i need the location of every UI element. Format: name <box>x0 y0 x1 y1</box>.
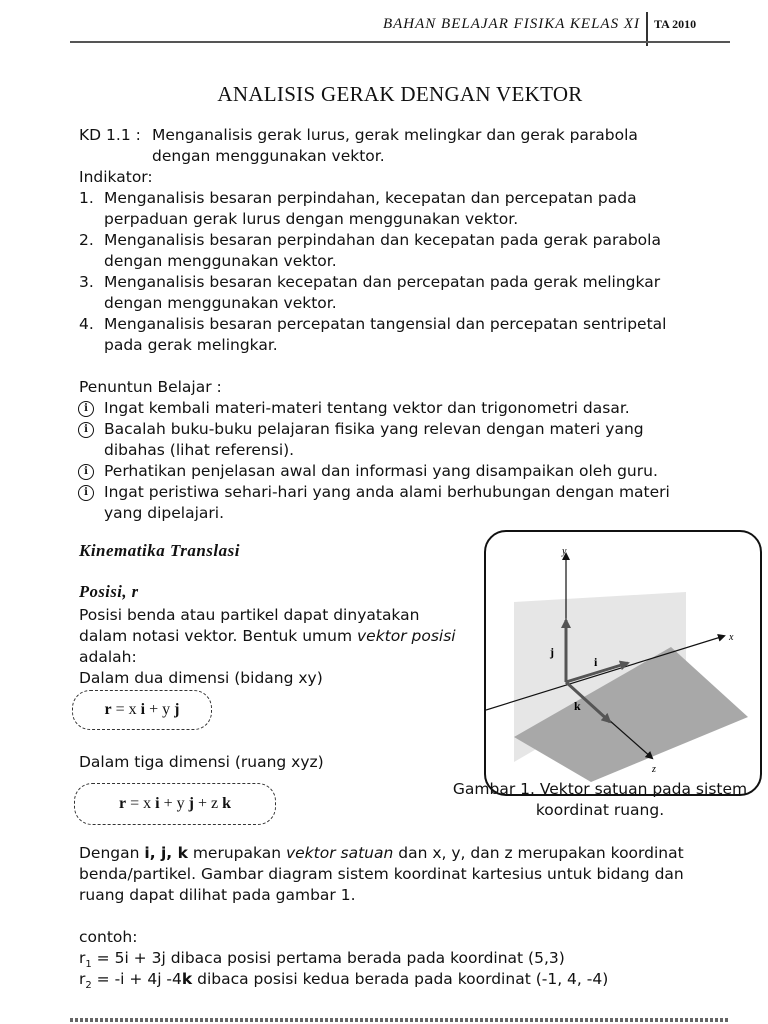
x-label: x <box>729 632 734 643</box>
eq-j: j <box>174 701 180 718</box>
eq-text: + z <box>193 795 223 812</box>
penuntun-item-2-line-2: dibahas (lihat referensi). <box>104 441 295 459</box>
eq-k: k <box>222 795 231 812</box>
y-label: y <box>562 546 567 557</box>
posisi-line-3: adalah: <box>79 648 137 666</box>
info-circle-icon: i <box>78 485 94 501</box>
eq-text: + y <box>159 795 189 812</box>
r1-var: r <box>79 949 86 967</box>
penuntun-item-2-line-1: Bacalah buku-buku pelajaran fisika yang relevan dengan materi yang <box>104 420 644 438</box>
dengan-text: dan x, y, dan z merupakan koordinat <box>393 844 684 862</box>
kd-line-2: dengan menggunakan vektor. <box>152 147 385 165</box>
posisi-line-1: Posisi benda atau partikel dapat dinyatakan <box>79 606 420 624</box>
i-label: i <box>594 655 598 669</box>
r1-text: = 5i + 3j dibaca posisi pertama berada pada koordinat (5,3) <box>91 949 565 967</box>
indikator-item-1-line-2: perpaduan gerak lurus dengan menggunakan vektor. <box>104 210 519 228</box>
r2-sub: 2 <box>85 980 92 992</box>
indikator-item-1-line-1: Menganalisis besaran perpindahan, kecepatan dan percepatan pada <box>104 189 637 207</box>
penuntun-heading: Penuntun Belajar : <box>79 378 222 396</box>
info-circle-icon: i <box>78 422 94 438</box>
contoh-heading: contoh: <box>79 928 138 946</box>
eq-i: i <box>140 701 146 718</box>
page-title: ANALISIS GERAK DENGAN VEKTOR <box>217 82 583 106</box>
header-title: BAHAN BELAJAR FISIKA KELAS XI <box>382 16 640 32</box>
penuntun-item-4-line-2: yang dipelajari. <box>104 504 224 522</box>
coordinate-system-diagram <box>486 532 760 794</box>
r1-sub: 1 <box>85 959 92 971</box>
eq-text: = x <box>126 795 156 812</box>
eq-text: = x <box>111 701 141 718</box>
indikator-item-2-line-1: Menganalisis besaran perpindahan dan kecepatan pada gerak parabola <box>104 231 661 249</box>
figure-caption-line-1: Gambar 1. Vektor satuan pada sistem <box>452 780 748 798</box>
info-circle-icon: i <box>78 464 94 480</box>
k-label: k <box>574 699 581 713</box>
posisi-emphasis: vektor posisi <box>356 627 456 645</box>
r2-k: k <box>181 970 193 988</box>
kinematika-heading: Kinematika Translasi <box>79 541 240 560</box>
figure-caption-line-2: koordinat ruang. <box>535 801 665 819</box>
indikator-item-4-line-1: Menganalisis besaran percepatan tangensial dan percepatan sentripetal <box>104 315 667 333</box>
contoh-r2 <box>79 969 608 996</box>
j-label: j <box>550 645 554 659</box>
eq-r: r <box>104 701 112 718</box>
header-year: TA 2010 <box>654 17 697 31</box>
dengan-line-3: ruang dapat dilihat pada gambar 1. <box>79 886 356 904</box>
penuntun-item-3-line-1: Perhatikan penjelasan awal dan informasi yang disampaikan oleh guru. <box>104 462 658 480</box>
penuntun-item-4-line-1: Ingat peristiwa sehari-hari yang anda alami berhubungan dengan materi <box>104 483 670 501</box>
dengan-text: Dengan <box>79 844 145 862</box>
dengan-line-1 <box>79 843 684 864</box>
indikator-number: 1. <box>79 189 94 207</box>
info-circle-icon: i <box>78 401 94 417</box>
indikator-heading: Indikator: <box>79 168 153 186</box>
eq-j: j <box>188 795 194 812</box>
indikator-number: 3. <box>79 273 94 291</box>
eq-text: + y <box>145 701 175 718</box>
z-label: z <box>652 764 656 775</box>
coordinate-figure <box>484 530 762 796</box>
indikator-number: 4. <box>79 315 94 333</box>
equation-3d <box>74 783 276 825</box>
r2-var: r <box>79 970 86 988</box>
unit-vectors-bold: i, j, k <box>144 844 188 862</box>
header-rule <box>70 41 730 43</box>
vektor-satuan-emphasis: vektor satuan <box>285 844 394 862</box>
eq-i: i <box>155 795 160 812</box>
equation-2d <box>72 690 212 730</box>
r2-text: dibaca posisi kedua berada pada koordinat (-1, 4, -4) <box>192 970 609 988</box>
dengan-line-2: benda/partikel. Gambar diagram sistem koordinat kartesius untuk bidang dan <box>79 865 684 883</box>
dua-dimensi-label: Dalam dua dimensi (bidang xy) <box>79 669 323 687</box>
penuntun-item-1-line-1: Ingat kembali materi-materi tentang vektor dan trigonometri dasar. <box>104 399 630 417</box>
indikator-number: 2. <box>79 231 94 249</box>
tiga-dimensi-label: Dalam tiga dimensi (ruang xyz) <box>79 753 324 771</box>
posisi-line-2-text: dalam notasi vektor. Bentuk umum <box>79 627 357 645</box>
eq-r: r <box>119 795 127 812</box>
indikator-item-3-line-1: Menganalisis besaran kecepatan dan percepatan pada gerak melingkar <box>104 273 661 291</box>
posisi-line-2 <box>79 626 456 647</box>
r2-text: = -i + 4j -4 <box>91 970 182 988</box>
dengan-text: merupakan <box>187 844 286 862</box>
indikator-item-4-line-2: pada gerak melingkar. <box>104 336 278 354</box>
kd-line-1: Menganalisis gerak lurus, gerak melingkar dan gerak parabola <box>152 126 638 144</box>
kd-label: KD 1.1 : <box>79 126 141 144</box>
posisi-heading: Posisi, r <box>79 582 139 601</box>
indikator-item-3-line-2: dengan menggunakan vektor. <box>104 294 337 312</box>
indikator-item-2-line-2: dengan menggunakan vektor. <box>104 252 337 270</box>
footer-rule <box>70 1018 728 1022</box>
